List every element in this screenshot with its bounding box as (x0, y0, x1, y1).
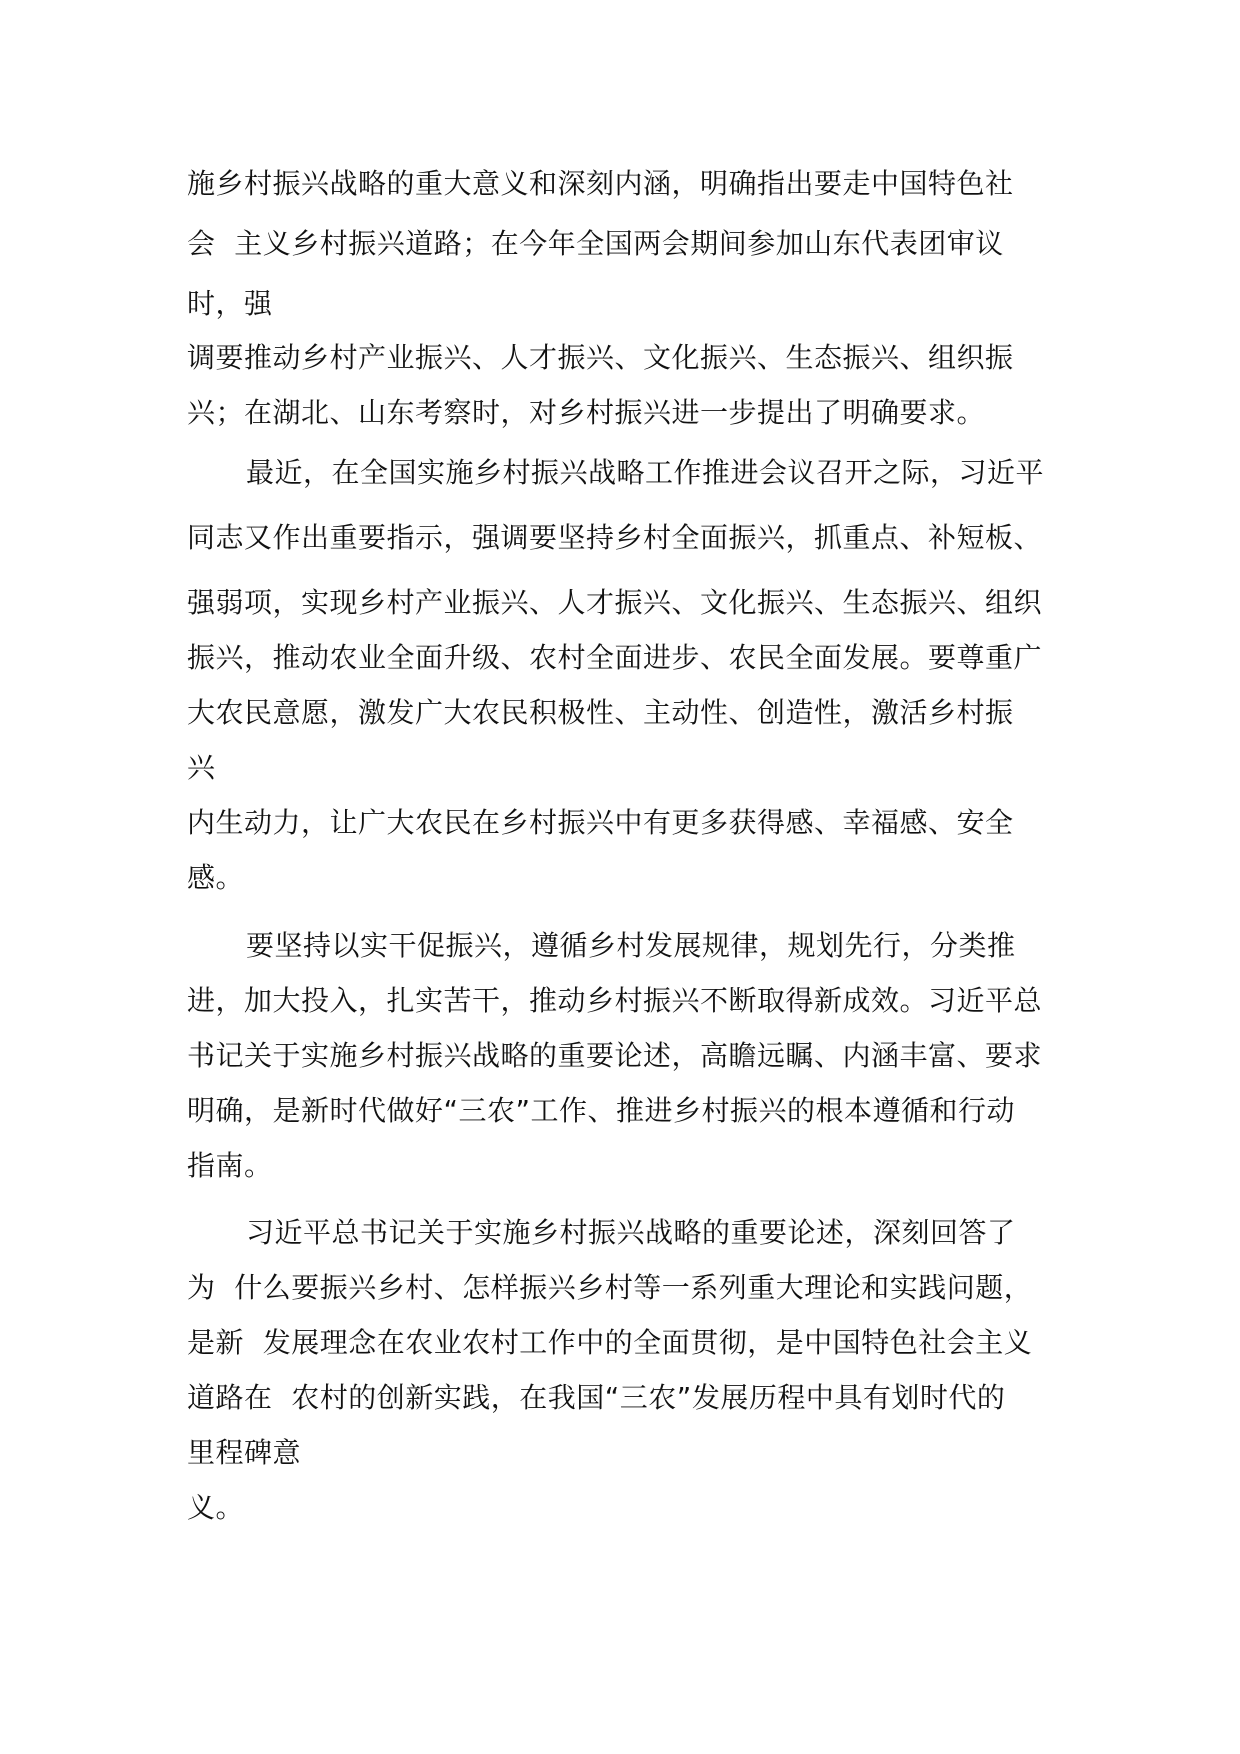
paragraph-first-line: 要坚持以实干促振兴，遵循乡村发展规律，规划先行，分类推 (246, 929, 1016, 962)
text-line: 为 什么要振兴乡村、怎样振兴乡村等一系列重大理论和实践问题， (187, 1271, 1033, 1304)
text-line: 义。 (187, 1491, 245, 1524)
text-line: 道路在 农村的创新实践，在我国“三农”发展历程中具有划时代的 (187, 1381, 1006, 1414)
text-line: 里程碑意 (187, 1436, 302, 1469)
text-line: 同志又作出重要指示，强调要坚持乡村全面振兴，抓重点、补短板、 (187, 521, 1043, 554)
text-line: 明确，是新时代做好“三农”工作、推进乡村振兴的根本遵循和行动 (187, 1094, 1016, 1127)
text-line: 内生动力，让广大农民在乡村振兴中有更多获得感、幸福感、安全 (187, 806, 1014, 839)
text-line: 兴 (187, 751, 216, 784)
text-line: 进，加大投入，扎实苦干，推动乡村振兴不断取得新成效。习近平总 (187, 984, 1043, 1017)
text-line: 兴；在湖北、山东考察时，对乡村振兴进一步提出了明确要求。 (187, 396, 986, 429)
paragraph-first-line: 最近，在全国实施乡村振兴战略工作推进会议召开之际，习近平 (246, 456, 1045, 489)
text-line: 调要推动乡村产业振兴、人才振兴、文化振兴、生态振兴、组织振 (187, 341, 1014, 374)
text-line: 会 主义乡村振兴道路；在今年全国两会期间参加山东代表团审议 (187, 227, 1004, 260)
text-line: 时，强 (187, 287, 273, 320)
text-line: 振兴，推动农业全面升级、农村全面进步、农民全面发展。要尊重广 (187, 641, 1043, 674)
text-line: 指南。 (187, 1149, 273, 1182)
text-line: 施乡村振兴战略的重大意义和深刻内涵，明确指出要走中国特色社 (187, 167, 1014, 200)
text-line: 书记关于实施乡村振兴战略的重要论述，高瞻远瞩、内涵丰富、要求 (187, 1039, 1043, 1072)
text-line: 是新 发展理念在农业农村工作中的全面贯彻，是中国特色社会主义 (187, 1326, 1033, 1359)
paragraph-first-line: 习近平总书记关于实施乡村振兴战略的重要论述，深刻回答了 (246, 1216, 1016, 1249)
text-line: 大农民意愿，激发广大农民积极性、主动性、创造性，激活乡村振 (187, 696, 1014, 729)
text-line: 强弱项，实现乡村产业振兴、人才振兴、文化振兴、生态振兴、组织 (187, 586, 1043, 619)
text-line: 感。 (187, 861, 245, 894)
